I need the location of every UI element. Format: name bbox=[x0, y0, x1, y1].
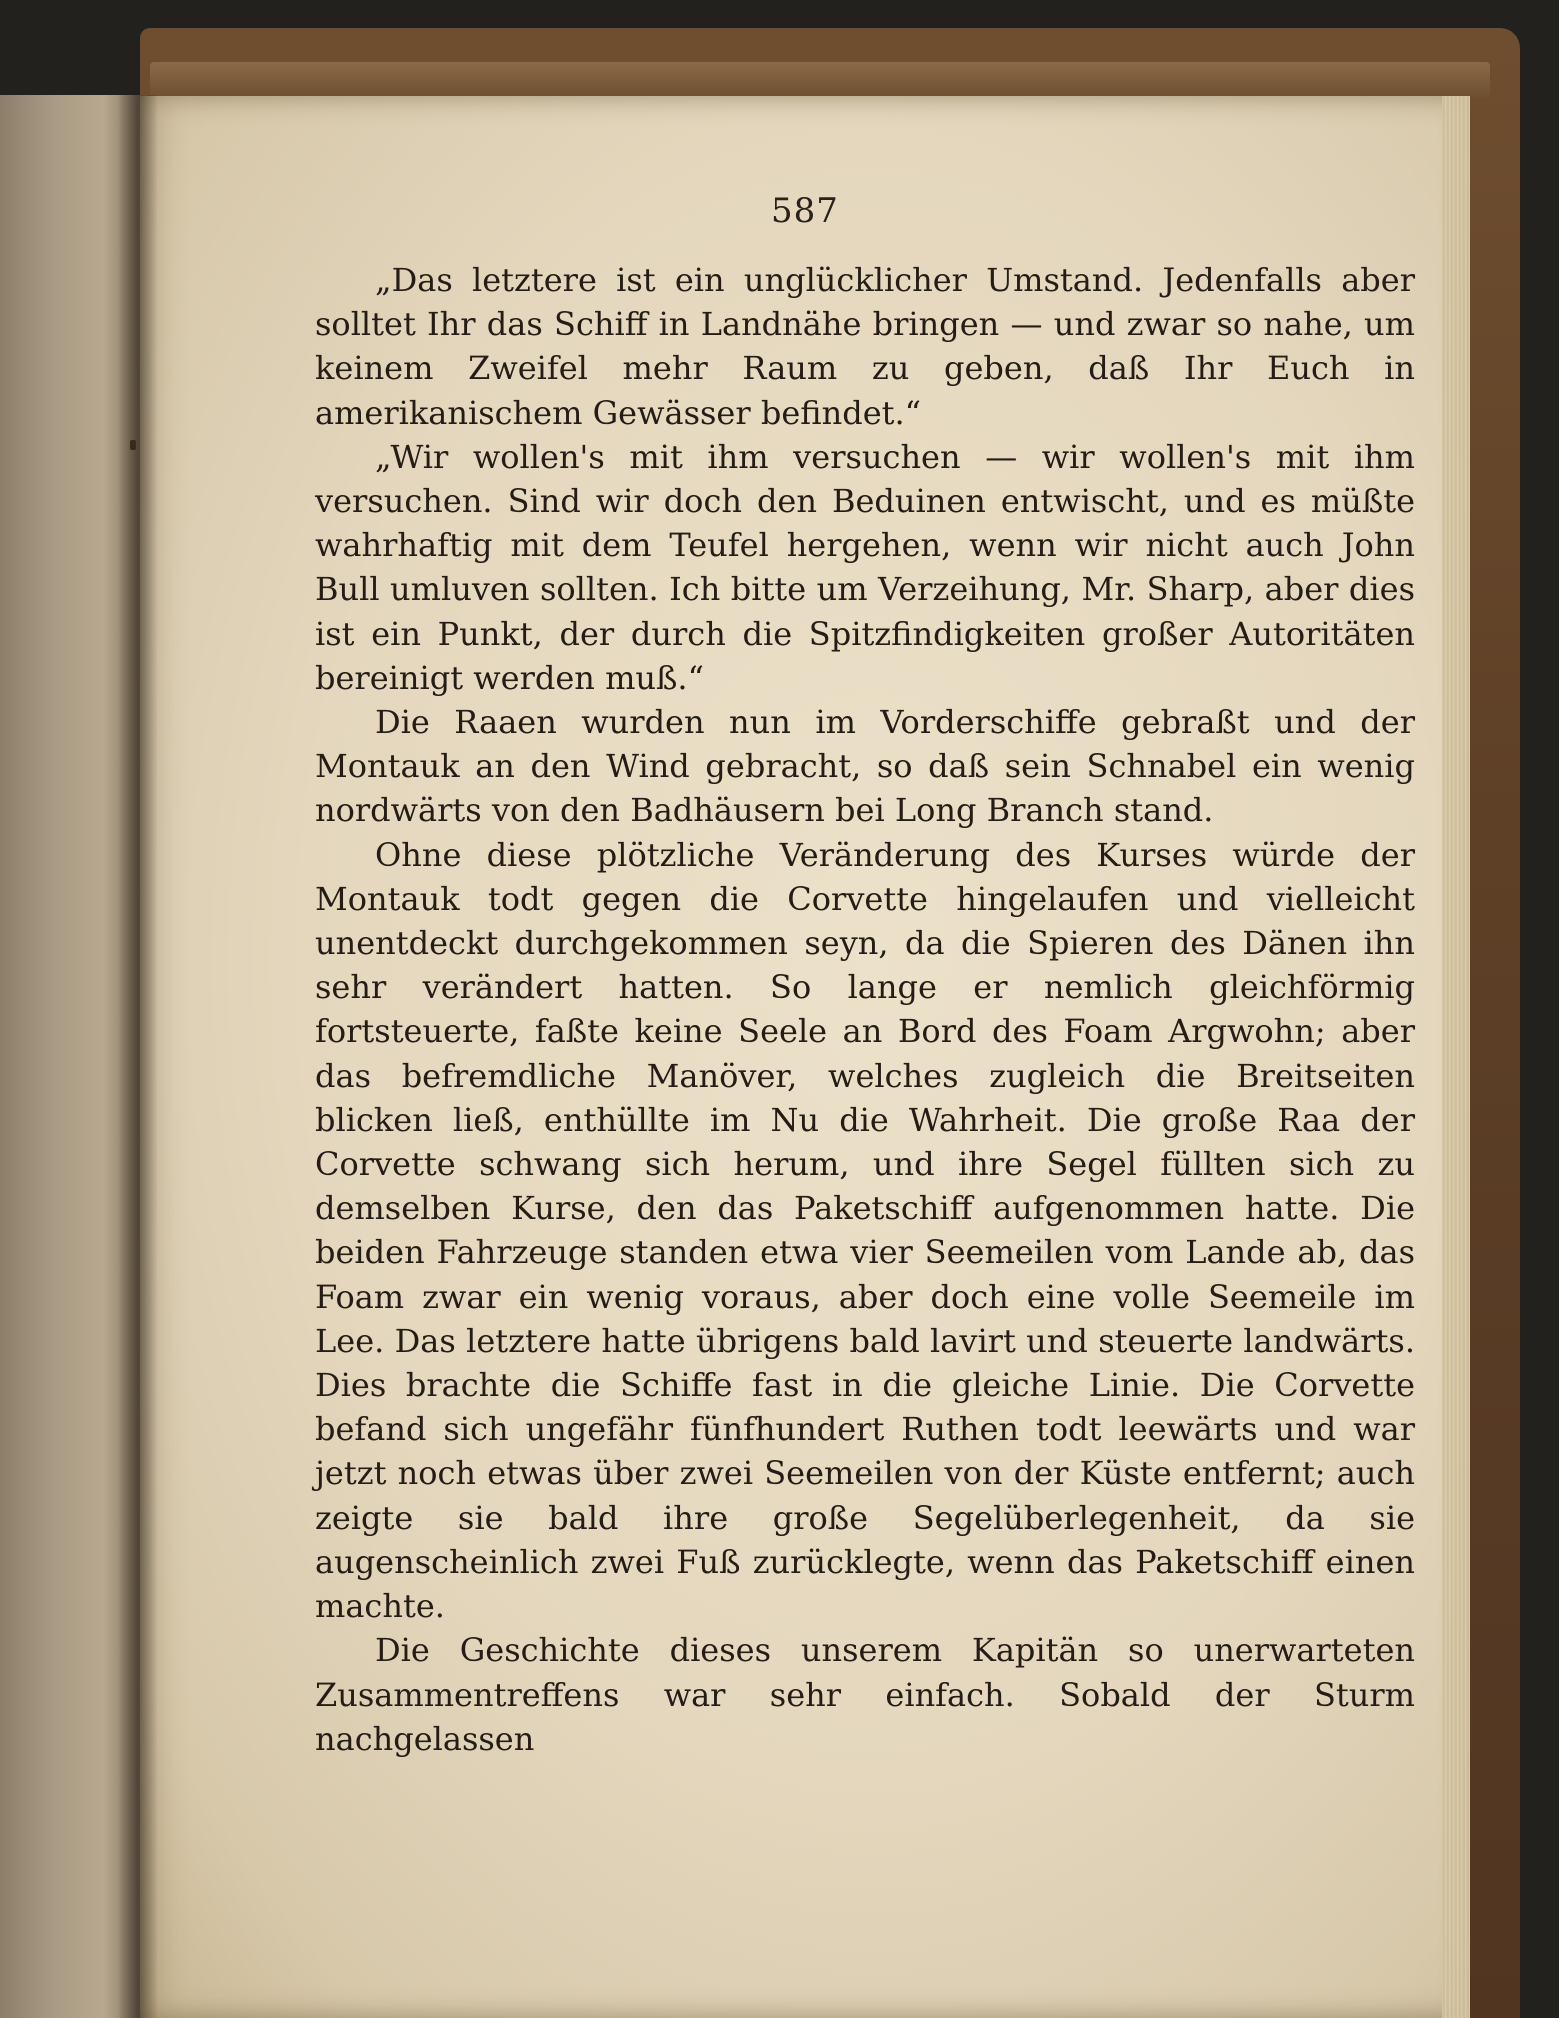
margin-mark bbox=[130, 440, 136, 450]
spine-shadow bbox=[118, 95, 158, 2018]
page-text bbox=[315, 258, 1415, 1761]
paragraph: „Wir wollen's mit ihm versuchen — wir wollen's mit ihm versuchen. Sind wir doch den Beduinen entwischt, und es müßte wahrhaftig mit dem Teufel hergehen, wenn wir nicht auch John Bull umluven sollten. Ich bitte um Verzeihung, Mr. Sharp, aber dies ist ein Punkt, der durch die Spitzfindigkeiten großer Autoritäten bereinigt werden muß.“ bbox=[315, 437, 1415, 697]
paragraph: Die Raaen wurden nun im Vorderschiffe gebraßt und der Montauk an den Wind gebracht, so daß sein Schnabel ein wenig nordwärts von den Badhäusern bei Long Branch stand. bbox=[315, 703, 1415, 830]
page-stack-edge bbox=[1442, 96, 1470, 2018]
book-page bbox=[140, 96, 1470, 2018]
paragraph: Ohne diese plötzliche Veränderung des Kurses würde der Montauk todt gegen die Corvette hingelaufen und vielleicht unentdeckt durchgekommen seyn, da die Spieren des Dänen ihn sehr verändert hatten. So lange er nemlich gleichförmig fortsteuerte, faßte keine Seele an Bord des Foam Argwohn; aber das befremdliche Manöver, welches zugleich die Breitseiten blicken ließ, enthüllte im Nu die Wahrheit. Die große Raa der Corvette schwang sich herum, und ihre Segel füllten sich zu demselben Kurse, den das Paketschiff aufgenommen hatte. Die beiden Fahrzeuge standen etwa vier Seemeilen vom Lande ab, das Foam zwar ein wenig voraus, aber doch eine volle Seemeile im Lee. Das letztere hatte übrigens bald lavirt und steuerte landwärts. Dies brachte die Schiffe fast in die gleiche Linie. Die Corvette befand sich ungefähr fünfhundert Ruthen todt leewärts und war jetzt noch etwas über zwei Seemeilen von der Küste entfernt; auch zeigte sie bald ihre große Segelüberlegenheit, da sie augenscheinlich zwei Fuß zurücklegte, wenn das Paketschiff einen machte. bbox=[315, 835, 1415, 1626]
page-number: 587 bbox=[771, 191, 839, 231]
paragraph: „Das letztere ist ein unglücklicher Umstand. Jedenfalls aber solltet Ihr das Schiff in Landnähe bringen — und zwar so nahe, um keinem Zweifel mehr Raum zu geben, daß Ihr Euch in amerikanischem Gewässer befindet.“ bbox=[315, 261, 1415, 432]
paragraph: Die Geschichte dieses unserem Kapitän so unerwarteten Zusammentreffens war sehr einfach. Sobald der Sturm nachgelassen bbox=[315, 1631, 1415, 1758]
